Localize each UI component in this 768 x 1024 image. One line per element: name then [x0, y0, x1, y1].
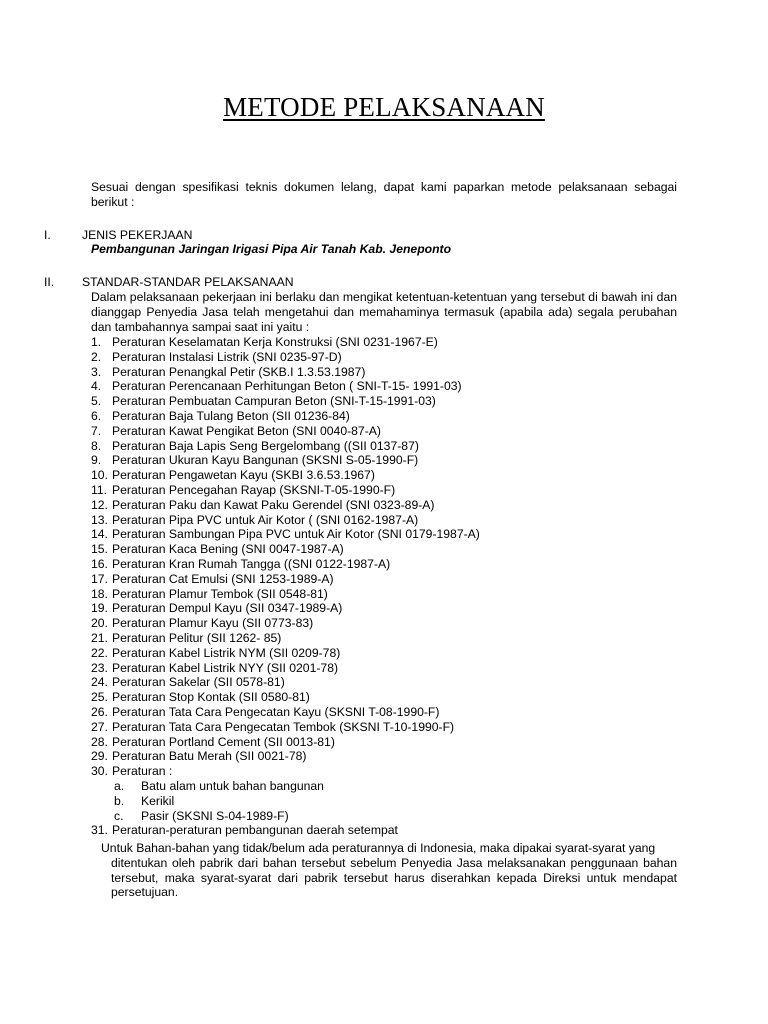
list-item	[91, 764, 480, 823]
item-text: Peraturan Perencanaan Perhitungan Beton ( SNI-T-15- 1991-03)	[112, 379, 462, 394]
item-text: Peraturan Cat Emulsi (SNI 1253-1989-A)	[112, 571, 334, 586]
item-number: 13.	[91, 512, 108, 527]
list-item	[91, 749, 480, 764]
sub-list	[112, 779, 480, 823]
list-item	[91, 335, 480, 350]
item-number: 7.	[91, 423, 102, 438]
sub-item-text: Kerikil	[141, 793, 175, 808]
item-text: Peraturan Kaca Bening (SNI 0047-1987-A)	[112, 542, 344, 557]
item-number: 2.	[91, 349, 102, 364]
item-number: 1.	[91, 335, 102, 349]
list-item	[91, 646, 480, 661]
item-number: 5.	[91, 394, 102, 409]
item-number: 14.	[91, 527, 108, 542]
list-item	[91, 453, 480, 468]
list-item	[91, 542, 480, 557]
item-text: Peraturan Pembuatan Campuran Beton (SNI-T-15-1991-03)	[112, 394, 436, 409]
item-text: Peraturan Pelitur (SII 1262- 85)	[112, 630, 282, 645]
list-item	[91, 439, 480, 454]
item-number: 10.	[91, 468, 108, 483]
closing-first-line: Untuk Bahan-bahan yang tidak/belum ada peraturannya di Indonesia, maka dipakai syarat-syarat yang	[101, 841, 656, 855]
item-text: Peraturan Penangkal Petir (SKB.I 1.3.53.1987)	[112, 364, 366, 379]
item-text: Peraturan Pipa PVC untuk Air Kotor ( (SNI 0162-1987-A)	[112, 512, 419, 527]
sub-list-item	[112, 779, 480, 794]
item-number: 22.	[91, 645, 108, 660]
item-text: Peraturan Kabel Listrik NYM (SII 0209-78)	[112, 645, 341, 660]
section-heading: STANDAR-STANDAR PELAKSANAAN	[82, 275, 294, 289]
list-item	[91, 572, 480, 587]
item-text: Peraturan Batu Merah (SII 0021-78)	[112, 749, 307, 764]
item-text: Peraturan Paku dan Kawat Paku Gerendel (SNI 0323-89-A)	[112, 497, 435, 512]
item-text: Peraturan Pencegahan Rayap (SKSNI-T-05-1990-F)	[112, 482, 396, 497]
item-text: Peraturan Sakelar (SII 0578-81)	[112, 675, 285, 690]
item-number: 30.	[91, 764, 108, 779]
item-text: Peraturan Kabel Listrik NYY (SII 0201-78)	[112, 660, 339, 675]
item-text: Peraturan Plamur Kayu (SII 0773-83)	[112, 616, 314, 631]
regulations-list	[91, 335, 480, 838]
item-number: 11.	[91, 482, 108, 497]
item-text: Peraturan Portland Cement (SII 0013-81)	[112, 734, 335, 749]
intro-paragraph: Sesuai dengan spesifikasi teknis dokumen lelang, dapat kami paparkan metode pelaksanaan sebagai berikut :	[91, 180, 677, 209]
item-number: 18.	[91, 586, 108, 601]
list-item	[91, 498, 480, 513]
list-item	[91, 365, 480, 380]
item-number: 16.	[91, 556, 108, 571]
item-number: 8.	[91, 438, 102, 453]
sub-item-text: Batu alam untuk bahan bangunan	[141, 778, 324, 793]
page-title: METODE PELAKSANAAN	[223, 92, 545, 122]
sub-item-text: Pasir (SKSNI S-04-1989-F)	[141, 808, 289, 823]
item-number: 3.	[91, 364, 102, 379]
list-item	[91, 394, 480, 409]
item-text: Peraturan Ukuran Kayu Bangunan (SKSNI S-05-1990-F)	[112, 453, 419, 468]
item-text: Peraturan-peraturan pembangunan daerah setempat	[112, 823, 398, 838]
item-number: 15.	[91, 542, 108, 557]
item-text: Peraturan Stop Kontak (SII 0580-81)	[112, 690, 310, 705]
item-text: Peraturan Instalasi Listrik (SNI 0235-97-D)	[112, 349, 342, 364]
list-item	[91, 468, 480, 483]
item-text: Peraturan Pengawetan Kayu (SKBI 3.6.53.1967)	[112, 468, 375, 483]
item-text: Peraturan Tata Cara Pengecatan Tembok (SKSNI T-10-1990-F)	[112, 719, 455, 734]
list-item	[91, 690, 480, 705]
item-text: Peraturan Plamur Tembok (SII 0548-81)	[112, 586, 328, 601]
item-number: 12.	[91, 497, 108, 512]
item-number: 24.	[91, 675, 108, 690]
item-number: 21.	[91, 630, 108, 645]
list-item	[91, 409, 480, 424]
list-item	[91, 675, 480, 690]
sub-list-item	[112, 794, 480, 809]
item-text: Peraturan Baja Tulang Beton (SII 01236-84)	[112, 408, 350, 423]
list-item	[91, 616, 480, 631]
sub-item-letter: a.	[114, 778, 125, 793]
item-text: Peraturan Sambungan Pipa PVC untuk Air Kotor (SNI 0179-1987-A)	[112, 527, 480, 542]
item-text: Peraturan Baja Lapis Seng Bergelombang ((SII 0137-87)	[112, 438, 419, 453]
item-number: 25.	[91, 690, 108, 705]
item-text: Peraturan Dempul Kayu (SII 0347-1989-A)	[112, 601, 343, 616]
item-number: 17.	[91, 571, 108, 586]
item-number: 31.	[91, 823, 108, 838]
item-number: 28.	[91, 734, 108, 749]
item-text: Peraturan :	[112, 764, 173, 779]
list-item	[91, 735, 480, 750]
list-item	[91, 483, 480, 498]
list-item	[91, 527, 480, 542]
item-number: 6.	[91, 408, 102, 423]
item-text: Peraturan Kran Rumah Tangga ((SNI 0122-1987-A)	[112, 556, 391, 571]
item-number: 23.	[91, 660, 108, 675]
list-item	[91, 601, 480, 616]
section-heading: JENIS PEKERJAAN	[82, 228, 193, 242]
list-item	[91, 631, 480, 646]
sub-item-letter: b.	[114, 793, 125, 808]
item-number: 20.	[91, 616, 108, 631]
list-item	[91, 513, 480, 528]
item-number: 4.	[91, 379, 102, 394]
closing-paragraph	[101, 841, 677, 900]
item-number: 27.	[91, 719, 108, 734]
sub-list-item	[112, 809, 480, 824]
list-item	[91, 587, 480, 602]
list-item	[91, 424, 480, 439]
project-name: Pembangunan Jaringan Irigasi Pipa Air Tanah Kab. Jeneponto	[91, 242, 452, 256]
item-text: Peraturan Keselamatan Kerja Konstruksi (SNI 0231-1967-E)	[112, 335, 438, 349]
section-number: I.	[44, 228, 51, 242]
item-number: 29.	[91, 749, 108, 764]
item-number: 19.	[91, 601, 108, 616]
list-item	[91, 720, 480, 735]
list-item	[91, 823, 480, 838]
item-number: 9.	[91, 453, 102, 468]
item-text: Peraturan Tata Cara Pengecatan Kayu (SKSNI T-08-1990-F)	[112, 704, 440, 719]
list-item	[91, 661, 480, 676]
list-item	[91, 379, 480, 394]
section-number: II.	[44, 275, 55, 289]
standards-paragraph: Dalam pelaksanaan pekerjaan ini berlaku dan mengikat ketentuan-ketentuan yang tersebut di bawah ini dan dianggap Penyedia Jasa telah mengetahui dan memahaminya termasuk (apabila ada) segala perubahan dan tambahannya sampai saat ini yaitu :	[91, 290, 677, 334]
item-text: Peraturan Kawat Pengikat Beton (SNI 0040-87-A)	[112, 423, 381, 438]
list-item	[91, 705, 480, 720]
item-number: 26.	[91, 704, 108, 719]
sub-item-letter: c.	[114, 808, 124, 823]
closing-rest: ditentukan oleh pabrik dari bahan tersebut sebelum Penyedia Jasa melaksanakan penggunaan bahan tersebut, maka syarat-syarat dari pabrik tersebut harus diserahkan kepada Direksi untuk mendapat persetujuan.	[111, 855, 677, 900]
list-item	[91, 557, 480, 572]
list-item	[91, 350, 480, 365]
